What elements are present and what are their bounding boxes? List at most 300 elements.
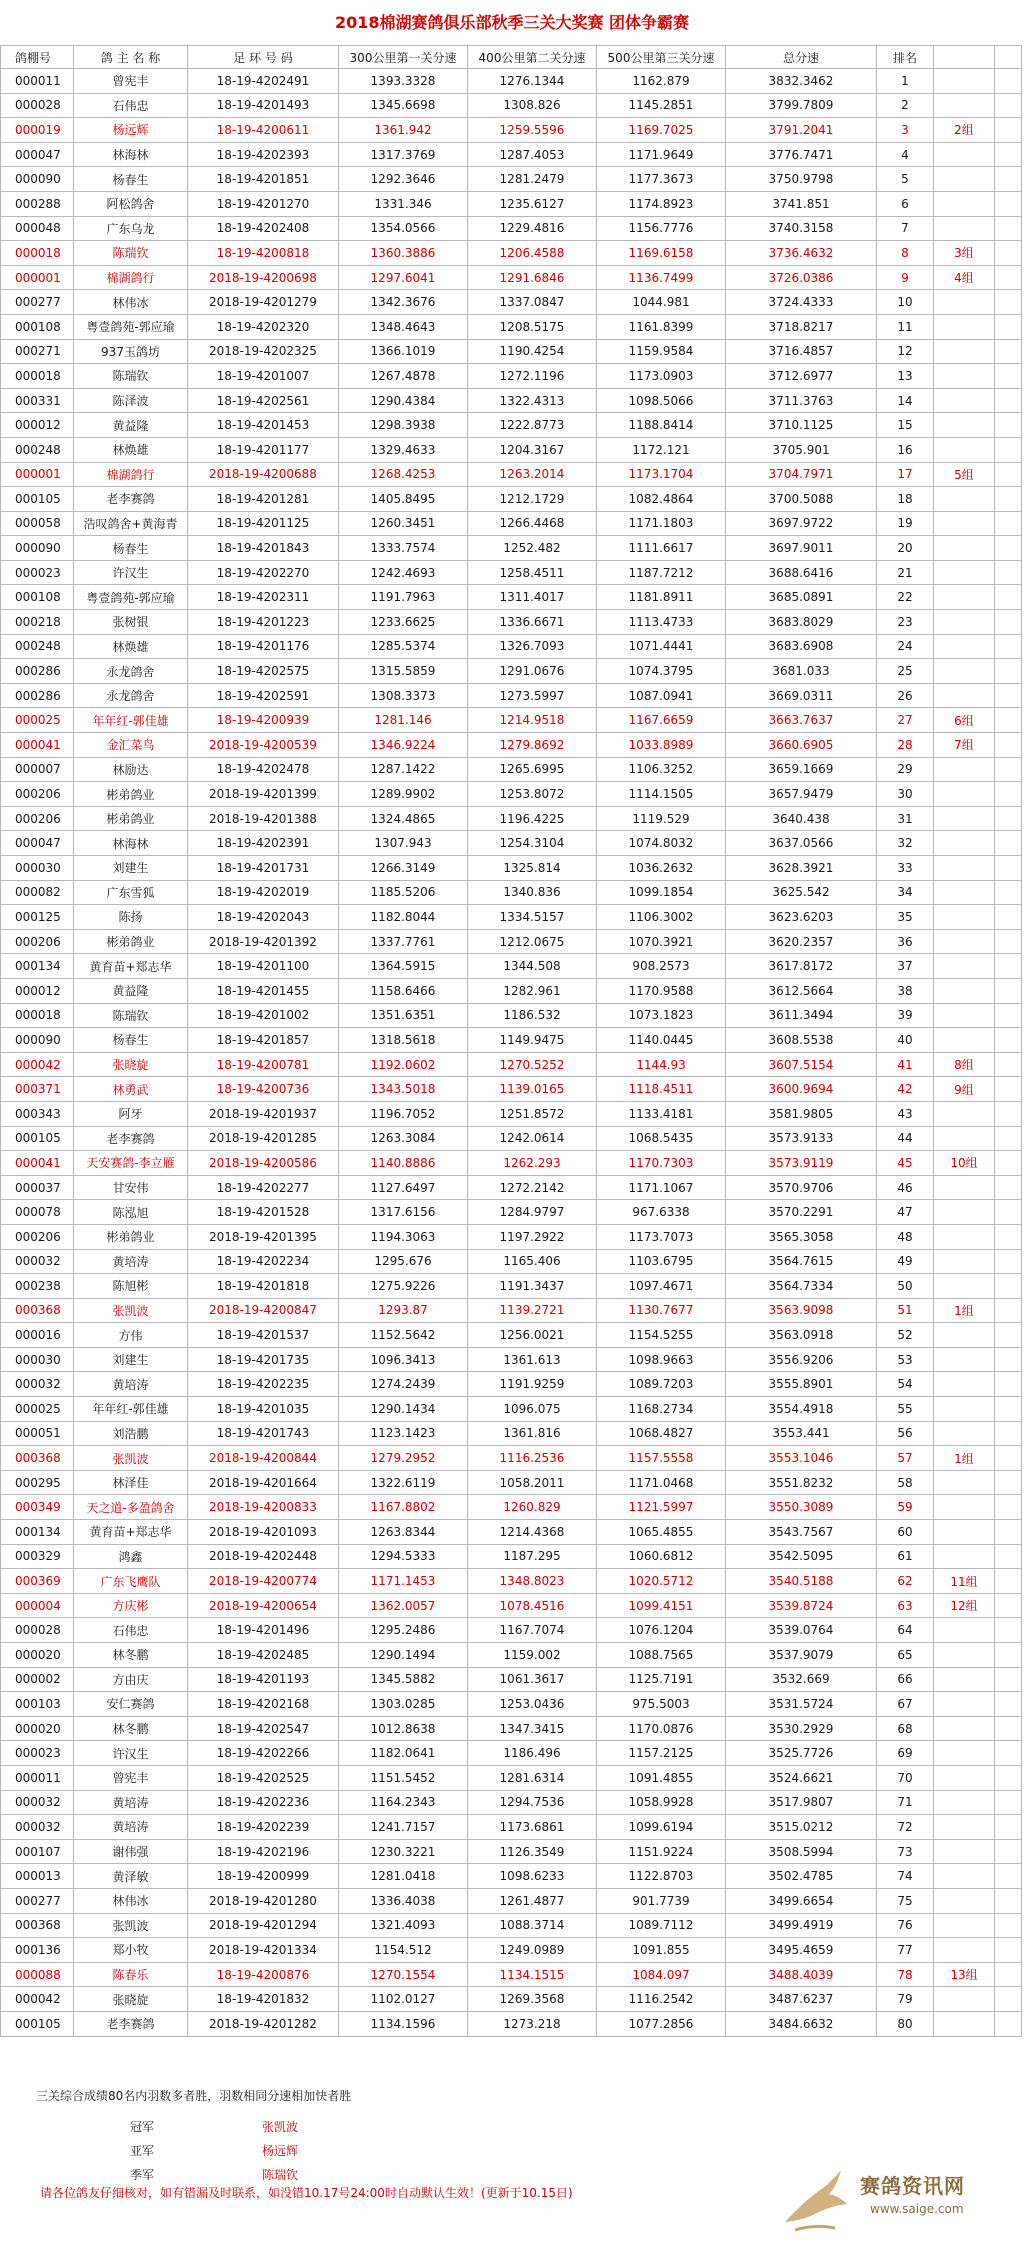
- blank-cell: [995, 1913, 1022, 1938]
- total-cell: 3724.4333: [726, 290, 877, 315]
- owner-cell: 方伟: [74, 1323, 188, 1348]
- total-cell: 3711.3763: [726, 388, 877, 413]
- ring-cell: 2018-19-4201399: [188, 782, 339, 807]
- table-row: [1, 1101, 1022, 1126]
- owner-cell: 年年红-郭佳雄: [74, 708, 188, 733]
- group-cell: [934, 1520, 995, 1545]
- total-cell: 3542.5095: [726, 1544, 877, 1569]
- speed2-cell: 1347.3415: [468, 1716, 597, 1741]
- total-cell: 3740.3158: [726, 216, 877, 241]
- loft-cell: 000004: [1, 1593, 74, 1618]
- table-row: [1, 1470, 1022, 1495]
- total-cell: 3539.8724: [726, 1593, 877, 1618]
- blank-cell: [995, 880, 1022, 905]
- owner-cell: 彬弟鸽业: [74, 929, 188, 954]
- owner-cell: 天安赛鸽-李立雁: [74, 1151, 188, 1176]
- group-cell: 6组: [934, 708, 995, 733]
- total-cell: 3564.7334: [726, 1274, 877, 1299]
- blank-cell: [995, 1938, 1022, 1963]
- rank-cell: 60: [877, 1520, 934, 1545]
- table-row: [1, 1716, 1022, 1741]
- rank-cell: 14: [877, 388, 934, 413]
- table-row: [1, 1151, 1022, 1176]
- ring-cell: 18-19-4202043: [188, 905, 339, 930]
- speed1-cell: 1287.1422: [339, 757, 468, 782]
- group-cell: [934, 1544, 995, 1569]
- group-cell: [934, 1175, 995, 1200]
- ring-cell: 18-19-4200736: [188, 1077, 339, 1102]
- rank-cell: 43: [877, 1101, 934, 1126]
- table-row: [1, 733, 1022, 758]
- table-row: [1, 314, 1022, 339]
- ring-cell: 18-19-4202478: [188, 757, 339, 782]
- speed2-cell: 1269.3568: [468, 1987, 597, 2012]
- speed2-cell: 1281.2479: [468, 167, 597, 192]
- loft-cell: 000051: [1, 1421, 74, 1446]
- table-row: [1, 1200, 1022, 1225]
- owner-cell: 陈旭彬: [74, 1274, 188, 1299]
- ring-cell: 18-19-4200818: [188, 241, 339, 266]
- owner-cell: 老李赛鸽: [74, 1126, 188, 1151]
- ring-cell: 18-19-4202235: [188, 1372, 339, 1397]
- ring-cell: 18-19-4202561: [188, 388, 339, 413]
- total-cell: 3681.033: [726, 659, 877, 684]
- table-row: [1, 856, 1022, 881]
- group-cell: [934, 782, 995, 807]
- speed1-cell: 1281.0418: [339, 1864, 468, 1889]
- loft-cell: 000020: [1, 1716, 74, 1741]
- loft-cell: 000368: [1, 1913, 74, 1938]
- rank-cell: 44: [877, 1126, 934, 1151]
- speed1-cell: 1242.4693: [339, 560, 468, 585]
- speed1-cell: 1333.7574: [339, 536, 468, 561]
- speed1-cell: 1321.4093: [339, 1913, 468, 1938]
- ring-cell: 18-19-4201007: [188, 364, 339, 389]
- blank-cell: [995, 1716, 1022, 1741]
- speed1-cell: 1337.7761: [339, 929, 468, 954]
- speed1-cell: 1405.8495: [339, 487, 468, 512]
- table-row: [1, 2011, 1022, 2036]
- owner-cell: 刘浩鹏: [74, 1421, 188, 1446]
- loft-cell: 000286: [1, 683, 74, 708]
- speed3-cell: 1113.4733: [597, 610, 726, 635]
- speed3-cell: 1091.4855: [597, 1765, 726, 1790]
- speed3-cell: 1020.5712: [597, 1569, 726, 1594]
- loft-cell: 000206: [1, 806, 74, 831]
- speed1-cell: 1351.6351: [339, 1003, 468, 1028]
- loft-cell: 000343: [1, 1101, 74, 1126]
- group-cell: [934, 978, 995, 1003]
- rank-cell: 35: [877, 905, 934, 930]
- table-row: [1, 1987, 1022, 2012]
- total-cell: 3607.5154: [726, 1052, 877, 1077]
- speed3-cell: 1169.7025: [597, 118, 726, 143]
- rank-cell: 49: [877, 1249, 934, 1274]
- ring-cell: 2018-19-4201294: [188, 1913, 339, 1938]
- ring-cell: 18-19-4202485: [188, 1643, 339, 1668]
- ring-cell: 18-19-4201735: [188, 1347, 339, 1372]
- rank-cell: 25: [877, 659, 934, 684]
- owner-cell: 曾宪丰: [74, 1765, 188, 1790]
- owner-cell: 石伟忠: [74, 1618, 188, 1643]
- speed3-cell: 1071.4441: [597, 634, 726, 659]
- speed2-cell: 1253.0436: [468, 1692, 597, 1717]
- group-cell: [934, 1987, 995, 2012]
- owner-cell: 黄育苗+郑志华: [74, 954, 188, 979]
- ring-cell: 18-19-4202575: [188, 659, 339, 684]
- speed3-cell: 1118.4511: [597, 1077, 726, 1102]
- group-cell: [934, 831, 995, 856]
- total-cell: 3640.438: [726, 806, 877, 831]
- ring-cell: 18-19-4202270: [188, 560, 339, 585]
- speed1-cell: 1343.5018: [339, 1077, 468, 1102]
- ring-cell: 18-19-4201035: [188, 1397, 339, 1422]
- table-row: [1, 659, 1022, 684]
- rank-cell: 62: [877, 1569, 934, 1594]
- group-cell: [934, 314, 995, 339]
- owner-cell: 黄益隆: [74, 413, 188, 438]
- speed3-cell: 1106.3252: [597, 757, 726, 782]
- rank-cell: 5: [877, 167, 934, 192]
- speed2-cell: 1325.814: [468, 856, 597, 881]
- ring-cell: 2018-19-4200774: [188, 1569, 339, 1594]
- ring-cell: 18-19-4202234: [188, 1249, 339, 1274]
- loft-cell: 000001: [1, 265, 74, 290]
- table-row: [1, 437, 1022, 462]
- blank-cell: [995, 856, 1022, 881]
- ring-cell: 18-19-4200781: [188, 1052, 339, 1077]
- total-cell: 3495.4659: [726, 1938, 877, 1963]
- group-cell: [934, 1347, 995, 1372]
- speed2-cell: 1254.3104: [468, 831, 597, 856]
- table-row: [1, 1569, 1022, 1594]
- header-group: [934, 46, 995, 69]
- speed2-cell: 1308.826: [468, 93, 597, 118]
- owner-cell: 陈瑞钦: [74, 364, 188, 389]
- loft-cell: 000042: [1, 1052, 74, 1077]
- speed3-cell: 1073.1823: [597, 1003, 726, 1028]
- ring-cell: 18-19-4201818: [188, 1274, 339, 1299]
- ring-cell: 18-19-4202168: [188, 1692, 339, 1717]
- speed3-cell: 1082.4864: [597, 487, 726, 512]
- speed1-cell: 1263.8344: [339, 1520, 468, 1545]
- ring-cell: 2018-19-4201334: [188, 1938, 339, 1963]
- rank-cell: 38: [877, 978, 934, 1003]
- rank-cell: 68: [877, 1716, 934, 1741]
- loft-cell: 000048: [1, 216, 74, 241]
- owner-cell: 张凯波: [74, 1446, 188, 1471]
- total-cell: 3565.3058: [726, 1224, 877, 1249]
- group-cell: [934, 1200, 995, 1225]
- speed2-cell: 1252.482: [468, 536, 597, 561]
- total-cell: 3776.7471: [726, 142, 877, 167]
- rank-cell: 7: [877, 216, 934, 241]
- total-cell: 3532.669: [726, 1667, 877, 1692]
- group-cell: [934, 191, 995, 216]
- rank-cell: 53: [877, 1347, 934, 1372]
- speed3-cell: 1136.7499: [597, 265, 726, 290]
- speed1-cell: 1331.346: [339, 191, 468, 216]
- table-row: [1, 462, 1022, 487]
- loft-cell: 000042: [1, 1987, 74, 2012]
- owner-cell: 杨春生: [74, 536, 188, 561]
- loft-cell: 000134: [1, 1520, 74, 1545]
- speed1-cell: 1192.0602: [339, 1052, 468, 1077]
- speed3-cell: 1169.6158: [597, 241, 726, 266]
- table-row: [1, 487, 1022, 512]
- rank-cell: 63: [877, 1593, 934, 1618]
- group-cell: [934, 167, 995, 192]
- total-cell: 3530.2929: [726, 1716, 877, 1741]
- speed2-cell: 1206.4588: [468, 241, 597, 266]
- speed1-cell: 1270.1554: [339, 1962, 468, 1987]
- owner-cell: 阿牙: [74, 1101, 188, 1126]
- owner-cell: 张凯波: [74, 1913, 188, 1938]
- total-cell: 3657.9479: [726, 782, 877, 807]
- rank-cell: 67: [877, 1692, 934, 1717]
- speed2-cell: 1134.1515: [468, 1962, 597, 1987]
- blank-cell: [995, 241, 1022, 266]
- total-cell: 3581.9805: [726, 1101, 877, 1126]
- ring-cell: 2018-19-4201664: [188, 1470, 339, 1495]
- speed1-cell: 1294.5333: [339, 1544, 468, 1569]
- total-cell: 3611.3494: [726, 1003, 877, 1028]
- rank-cell: 61: [877, 1544, 934, 1569]
- owner-cell: 刘建生: [74, 856, 188, 881]
- speed3-cell: 1121.5997: [597, 1495, 726, 1520]
- loft-cell: 000105: [1, 2011, 74, 2036]
- loft-cell: 000108: [1, 585, 74, 610]
- loft-cell: 000007: [1, 757, 74, 782]
- speed3-cell: 1188.8414: [597, 413, 726, 438]
- total-cell: 3799.7809: [726, 93, 877, 118]
- owner-cell: 浩叹鸽舍+黄海青: [74, 511, 188, 536]
- ring-cell: 18-19-4202591: [188, 683, 339, 708]
- speed3-cell: 1130.7677: [597, 1298, 726, 1323]
- blank-cell: [995, 1372, 1022, 1397]
- owner-cell: 林海林: [74, 142, 188, 167]
- table-row: [1, 1667, 1022, 1692]
- total-cell: 3726.0386: [726, 265, 877, 290]
- owner-cell: 广东雪狐: [74, 880, 188, 905]
- blank-cell: [995, 1421, 1022, 1446]
- rank-cell: 17: [877, 462, 934, 487]
- speed3-cell: 1033.8989: [597, 733, 726, 758]
- owner-cell: 陈瑞钦: [74, 1003, 188, 1028]
- loft-cell: 000013: [1, 1864, 74, 1889]
- blank-cell: [995, 634, 1022, 659]
- owner-cell: 林冬鹏: [74, 1716, 188, 1741]
- speed3-cell: 1157.2125: [597, 1741, 726, 1766]
- loft-cell: 000368: [1, 1446, 74, 1471]
- blank-cell: [995, 1077, 1022, 1102]
- blank-cell: [995, 142, 1022, 167]
- speed1-cell: 1123.1423: [339, 1421, 468, 1446]
- speed2-cell: 1253.8072: [468, 782, 597, 807]
- speed3-cell: 1133.4181: [597, 1101, 726, 1126]
- blank-cell: [995, 1667, 1022, 1692]
- speed2-cell: 1197.2922: [468, 1224, 597, 1249]
- blank-cell: [995, 1028, 1022, 1053]
- speed3-cell: 1170.7303: [597, 1151, 726, 1176]
- ring-cell: 18-19-4202236: [188, 1790, 339, 1815]
- results-table: [0, 45, 1022, 2037]
- total-cell: 3600.9694: [726, 1077, 877, 1102]
- rank-cell: 72: [877, 1815, 934, 1840]
- table-row: [1, 1692, 1022, 1717]
- speed1-cell: 1345.6698: [339, 93, 468, 118]
- owner-cell: 林焕雄: [74, 437, 188, 462]
- total-cell: 3484.6632: [726, 2011, 877, 2036]
- rank-cell: 29: [877, 757, 934, 782]
- group-cell: 10组: [934, 1151, 995, 1176]
- speed1-cell: 1346.9224: [339, 733, 468, 758]
- speed3-cell: 1172.121: [597, 437, 726, 462]
- speed3-cell: 1162.879: [597, 69, 726, 94]
- group-cell: 13组: [934, 1962, 995, 1987]
- blank-cell: [995, 1544, 1022, 1569]
- loft-cell: 000028: [1, 1618, 74, 1643]
- blank-cell: [995, 536, 1022, 561]
- rank-cell: 54: [877, 1372, 934, 1397]
- speed1-cell: 1260.3451: [339, 511, 468, 536]
- speed2-cell: 1186.532: [468, 1003, 597, 1028]
- speed2-cell: 1229.4816: [468, 216, 597, 241]
- table-row: [1, 167, 1022, 192]
- ring-cell: 18-19-4202320: [188, 314, 339, 339]
- owner-cell: 杨远辉: [74, 118, 188, 143]
- owner-cell: 永龙鸽舍: [74, 659, 188, 684]
- loft-cell: 000028: [1, 93, 74, 118]
- site-logo[interactable]: [775, 2160, 1020, 2240]
- group-cell: [934, 1372, 995, 1397]
- blank-cell: [995, 2011, 1022, 2036]
- speed2-cell: 1249.0989: [468, 1938, 597, 1963]
- blank-cell: [995, 1151, 1022, 1176]
- speed2-cell: 1159.002: [468, 1643, 597, 1668]
- blank-cell: [995, 93, 1022, 118]
- group-cell: [934, 1839, 995, 1864]
- speed3-cell: 1171.9649: [597, 142, 726, 167]
- total-cell: 3683.6908: [726, 634, 877, 659]
- rank-cell: 71: [877, 1790, 934, 1815]
- ring-cell: 18-19-4201857: [188, 1028, 339, 1053]
- table-row: [1, 585, 1022, 610]
- speed3-cell: 1116.2542: [597, 1987, 726, 2012]
- speed1-cell: 1362.0057: [339, 1593, 468, 1618]
- speed2-cell: 1334.5157: [468, 905, 597, 930]
- group-cell: [934, 683, 995, 708]
- owner-cell: 许汉生: [74, 560, 188, 585]
- total-cell: 3688.6416: [726, 560, 877, 585]
- blank-cell: [995, 1249, 1022, 1274]
- speed1-cell: 1263.3084: [339, 1126, 468, 1151]
- owner-cell: 陈扬: [74, 905, 188, 930]
- loft-cell: 000023: [1, 1741, 74, 1766]
- loft-cell: 000016: [1, 1323, 74, 1348]
- table-row: [1, 1421, 1022, 1446]
- owner-cell: 黄培涛: [74, 1815, 188, 1840]
- owner-cell: 永龙鸽舍: [74, 683, 188, 708]
- speed3-cell: 1170.0876: [597, 1716, 726, 1741]
- ring-cell: 2018-19-4200654: [188, 1593, 339, 1618]
- loft-cell: 000105: [1, 487, 74, 512]
- speed1-cell: 1297.6041: [339, 265, 468, 290]
- rank-cell: 9: [877, 265, 934, 290]
- speed3-cell: 1074.3795: [597, 659, 726, 684]
- rank-cell: 52: [877, 1323, 934, 1348]
- group-cell: [934, 659, 995, 684]
- ring-cell: 2018-19-4201937: [188, 1101, 339, 1126]
- group-cell: [934, 1741, 995, 1766]
- table-row: [1, 905, 1022, 930]
- table-row: [1, 1347, 1022, 1372]
- total-cell: 3570.9706: [726, 1175, 877, 1200]
- blank-cell: [995, 364, 1022, 389]
- rank-cell: 33: [877, 856, 934, 881]
- rank-cell: 28: [877, 733, 934, 758]
- owner-cell: 杨春生: [74, 1028, 188, 1053]
- group-cell: [934, 1864, 995, 1889]
- ring-cell: 18-19-4201731: [188, 856, 339, 881]
- blank-cell: [995, 1741, 1022, 1766]
- loft-cell: 000030: [1, 856, 74, 881]
- ring-cell: 18-19-4202391: [188, 831, 339, 856]
- rank-cell: 24: [877, 634, 934, 659]
- owner-cell: 937玉鸽坊: [74, 339, 188, 364]
- owner-cell: 林焕雄: [74, 634, 188, 659]
- owner-cell: 林海林: [74, 831, 188, 856]
- loft-cell: 000019: [1, 118, 74, 143]
- speed1-cell: 1012.8638: [339, 1716, 468, 1741]
- total-cell: 3620.2357: [726, 929, 877, 954]
- loft-cell: 000012: [1, 978, 74, 1003]
- speed3-cell: 1087.0941: [597, 683, 726, 708]
- ring-cell: 18-19-4201537: [188, 1323, 339, 1348]
- rank-cell: 26: [877, 683, 934, 708]
- speed2-cell: 1139.2721: [468, 1298, 597, 1323]
- total-cell: 3623.6203: [726, 905, 877, 930]
- rank-cell: 74: [877, 1864, 934, 1889]
- rank-cell: 58: [877, 1470, 934, 1495]
- speed1-cell: 1152.5642: [339, 1323, 468, 1348]
- loft-cell: 000108: [1, 314, 74, 339]
- speed2-cell: 1165.406: [468, 1249, 597, 1274]
- speed2-cell: 1058.2011: [468, 1470, 597, 1495]
- speed2-cell: 1212.0675: [468, 929, 597, 954]
- speed1-cell: 1167.8802: [339, 1495, 468, 1520]
- owner-cell: 棉湖鸽行: [74, 265, 188, 290]
- rank-cell: 69: [877, 1741, 934, 1766]
- rank-cell: 57: [877, 1446, 934, 1471]
- speed2-cell: 1222.8773: [468, 413, 597, 438]
- owner-cell: 彬弟鸽业: [74, 1224, 188, 1249]
- loft-cell: 000331: [1, 388, 74, 413]
- blank-cell: [995, 1101, 1022, 1126]
- total-cell: 3625.542: [726, 880, 877, 905]
- speed1-cell: 1285.5374: [339, 634, 468, 659]
- table-row: [1, 1323, 1022, 1348]
- speed1-cell: 1164.2343: [339, 1790, 468, 1815]
- owner-cell: 黄培涛: [74, 1372, 188, 1397]
- rules-text: 三关综合成绩80名内羽数多者胜，羽数相同分速相加快者胜: [36, 2089, 352, 2103]
- speed3-cell: 1157.5558: [597, 1446, 726, 1471]
- speed3-cell: 1156.7776: [597, 216, 726, 241]
- group-cell: [934, 929, 995, 954]
- table-row: [1, 1274, 1022, 1299]
- group-cell: [934, 1643, 995, 1668]
- blank-cell: [995, 69, 1022, 94]
